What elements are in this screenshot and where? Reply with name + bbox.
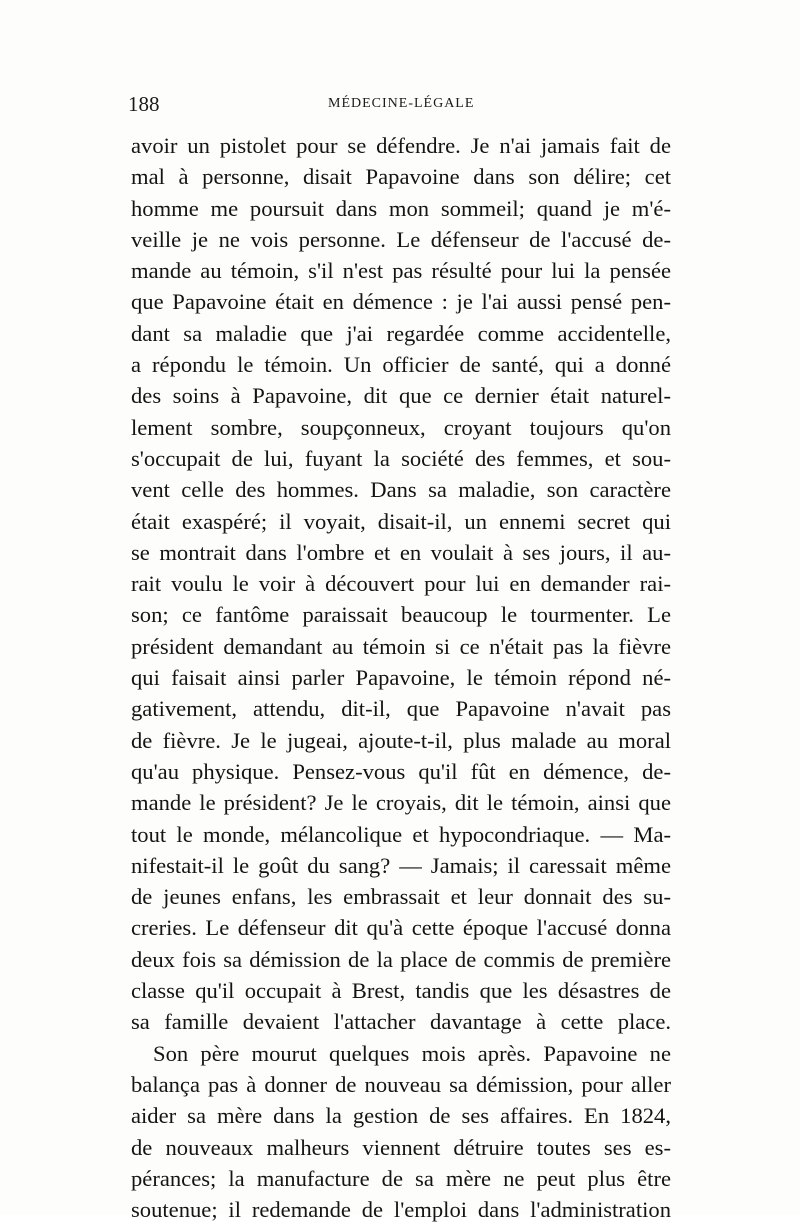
text-line: homme me poursuit dans mon sommeil; quand je m'é- [131,195,671,221]
page-number: 188 [128,92,160,116]
text-line: président demandant au témoin si ce n'était pas la fièvre [131,633,671,659]
page-header [128,92,668,122]
text-line: rait voulu le voir à découvert pour lui en demander rai- [131,571,671,597]
text-line: lement sombre, soupçonneux, croyant toujours qu'on [131,414,671,440]
text-line: Son père mourut quelques mois après. Papavoine ne [153,1040,671,1066]
text-line: tout le monde, mélancolique et hypocondriaque. — Ma- [131,821,671,847]
text-line: s'occupait de lui, fuyant la société des femmes, et sou- [131,445,671,471]
text-line: deux fois sa démission de la place de commis de première [131,946,671,972]
text-line: classe qu'il occupait à Brest, tandis que les désastres de [131,978,671,1004]
text-line: creries. Le défenseur dit qu'à cette époque l'accusé donna [131,915,671,941]
text-line: dant sa maladie que j'ai regardée comme accidentelle, [131,320,671,346]
text-line: sa famille devaient l'attacher davantage à cette place. [131,1009,671,1035]
text-line: aider sa mère dans la gestion de ses affaires. En 1824, [131,1103,671,1129]
text-line: mande au témoin, s'il n'est pas résulté pour lui la pensée [131,258,671,284]
text-line: vent celle des hommes. Dans sa maladie, son caractère [131,477,671,503]
text-line: était exaspéré; il voyait, disait-il, un ennemi secret qui [131,508,671,534]
text-line: des soins à Papavoine, dit que ce dernier était naturel- [131,383,671,409]
text-line: a répondu le témoin. Un officier de santé, qui a donné [131,352,671,378]
text-line: mande le président? Je le croyais, dit le témoin, ainsi que [131,790,671,816]
text-line: se montrait dans l'ombre et en voulait à ses jours, il au- [131,539,671,565]
text-line: balança pas à donner de nouveau sa démission, pour aller [131,1071,671,1097]
text-line: avoir un pistolet pour se défendre. Je n'ai jamais fait de [131,133,671,158]
text-line: de jeunes enfans, les embrassait et leur donnait des su- [131,884,671,910]
text-line: de fièvre. Je le jugeai, ajoute-t-il, plus malade au moral [131,727,671,753]
text-line: gativement, attendu, dit-il, que Papavoine n'avait pas [131,696,671,722]
text-line: qu'au physique. Pensez-vous qu'il fût en démence, de- [131,758,671,784]
text-line: nifestait-il le goût du sang? — Jamais; il caressait même [131,852,671,878]
text-line: veille je ne vois personne. Le défenseur de l'accusé de- [131,226,671,252]
text-line: mal à personne, disait Papavoine dans son délire; cet [131,164,671,190]
text-line: que Papavoine était en démence : je l'ai aussi pensé pen- [131,289,671,315]
text-line: qui faisait ainsi parler Papavoine, le témoin répond né- [131,665,671,691]
text-line: son; ce fantôme paraissait beaucoup le tourmenter. Le [131,602,671,628]
text-line: pérances; la manufacture de sa mère ne peut plus être [131,1165,671,1191]
text-line: soutenue; il redemande de l'emploi dans l'administration [131,1197,671,1223]
text-line: de nouveaux malheurs viennent détruire toutes ses es- [131,1134,671,1160]
body-text [131,130,671,1225]
running-head: MÉDECINE-LÉGALE [328,96,475,111]
